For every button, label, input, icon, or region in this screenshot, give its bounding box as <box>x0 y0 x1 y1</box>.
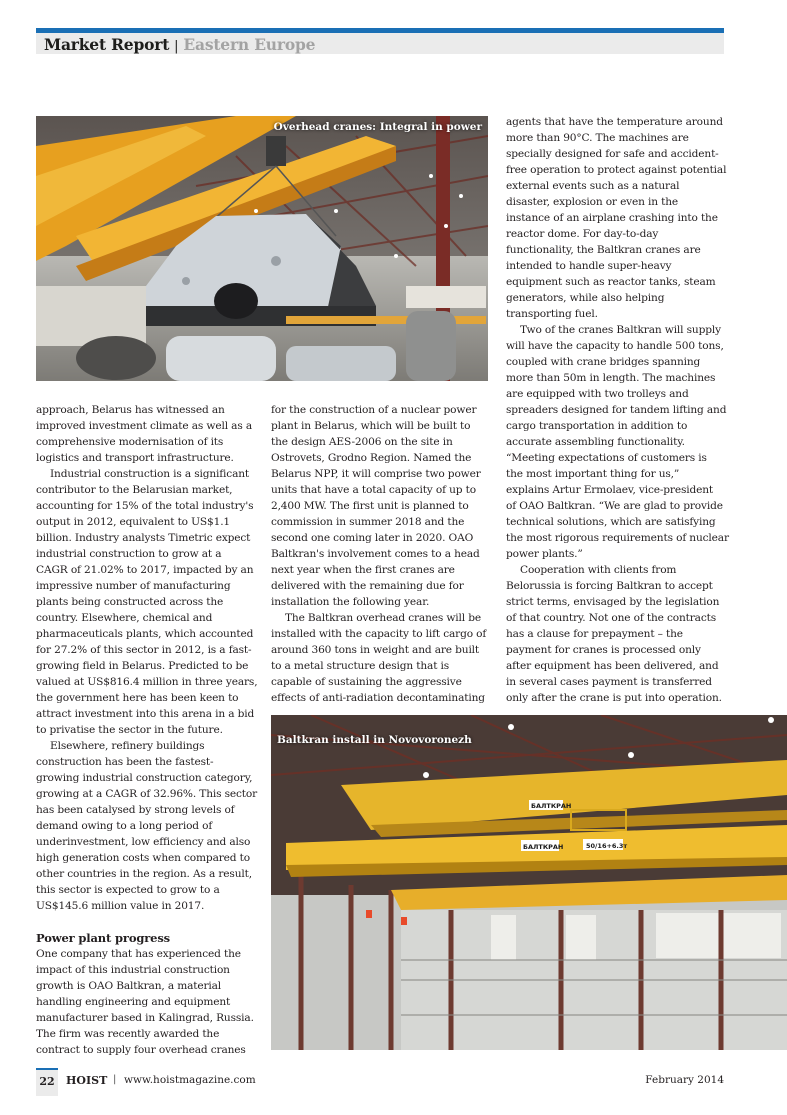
text-line: generators, while also helping <box>506 292 665 304</box>
paragraph <box>36 738 258 914</box>
text-line: power plants.” <box>506 548 583 560</box>
text-line: handling engineering and equipment <box>36 996 231 1008</box>
text-line: One company that has experienced the <box>36 948 241 960</box>
text-line: coupled with crane bridges spanning <box>506 356 701 368</box>
text-line: accurate assembling functionality. <box>506 436 685 448</box>
text-line: valued at US$816.4 million in three years, <box>36 676 258 688</box>
text-line: the government here has been keen to <box>36 692 239 704</box>
text-line: around 360 tons in weight and are built <box>271 644 480 656</box>
text-line: Ostrovets, Grodno Region. Named the <box>271 452 472 464</box>
text-line: construction has been the fastest- <box>36 756 214 768</box>
text-line: units that have a total capacity of up to <box>271 484 476 496</box>
crane-sign-text: БАЛТКРАН <box>523 843 564 851</box>
paragraph <box>271 402 493 610</box>
text-line: effects of anti-radiation decontaminating <box>271 692 485 704</box>
text-line: contributor to the Belarusian market, <box>36 484 233 496</box>
text-line: installation the following year. <box>271 596 430 608</box>
text-line: this sector is expected to grow to a <box>36 884 220 896</box>
text-line: improved investment climate as well as a <box>36 420 252 432</box>
text-line: output in 2012, equivalent to US$1.1 <box>36 516 231 528</box>
text-line: Two of the cranes Baltkran will supply <box>520 324 721 336</box>
text-line: manufacturer based in Kalingrad, Russia. <box>36 1012 254 1024</box>
subheading: Power plant progress <box>36 931 170 945</box>
text-line: transporting fuel. <box>506 308 598 320</box>
text-line: the design AES-2006 on the site in <box>271 436 453 448</box>
text-line: Baltkran's involvement comes to a head <box>271 548 480 560</box>
text-line: to a metal structure design that is <box>271 660 450 672</box>
paragraph <box>506 114 728 322</box>
text-line: Elsewhere, refinery buildings <box>50 740 205 752</box>
text-line: strict terms, envisaged by the legislation <box>506 596 720 608</box>
text-line: of OAO Baltkran. “We are glad to provide <box>506 500 723 512</box>
text-line: functionality, the Baltkran cranes are <box>506 244 701 256</box>
text-line: payment for cranes is processed only <box>506 644 701 656</box>
text-line: to privatise the sector in the future. <box>36 724 223 736</box>
paragraph <box>36 402 258 466</box>
text-line: explains Artur Ermolaev, vice-president <box>506 484 714 496</box>
text-line: has been catalysed by strong levels of <box>36 804 235 816</box>
header-separator: | <box>174 39 179 54</box>
text-line: specially designed for safe and accident- <box>506 148 719 160</box>
text-line: the most important thing for us,” <box>506 468 680 480</box>
section-header <box>36 28 724 54</box>
text-line: only after the crane is put into operation. <box>506 692 722 704</box>
text-line: growing at a CAGR of 32.96%. This sector <box>36 788 258 800</box>
text-line: Belarus NPP, it will comprise two power <box>271 468 481 480</box>
text-line: contract to supply four overhead cranes <box>36 1044 246 1056</box>
text-line: plants being constructed across the <box>36 596 224 608</box>
text-line: reactor dome. For day-to-day <box>506 228 659 240</box>
page-number: 22 <box>36 1068 58 1096</box>
text-line: impressive number of manufacturing <box>36 580 231 592</box>
text-line: underinvestment, low efficiency and also <box>36 836 251 848</box>
text-line: intended to handle super-heavy <box>506 260 672 272</box>
text-line: instance of an airplane crashing into the <box>506 212 718 224</box>
text-line: equipment such as reactor tanks, steam <box>506 276 716 288</box>
issue-date: February 2014 <box>645 1074 724 1086</box>
magazine-brand: HOIST <box>66 1074 108 1087</box>
text-line: delivered with the remaining due for <box>271 580 464 592</box>
text-line: country. Elsewhere, chemical and <box>36 612 213 624</box>
text-line: will have the capacity to handle 500 tons, <box>506 340 724 352</box>
crane-capacity-sign: 50/16+6.3т <box>586 842 628 850</box>
text-line: more than 50m in length. The machines <box>506 372 716 384</box>
text-line: growing field in Belarus. Predicted to be <box>36 660 249 672</box>
paragraph <box>36 946 258 1058</box>
text-line: Cooperation with clients from <box>520 564 677 576</box>
text-line: US$145.6 million value in 2017. <box>36 900 205 912</box>
text-line: external events such as a natural <box>506 180 680 192</box>
crane-sign-text: БАЛТКРАН <box>531 802 572 810</box>
text-line: billion. Industry analysts Timetric expect <box>36 532 251 544</box>
text-line: industrial construction to grow at a <box>36 548 222 560</box>
photo-caption: Overhead cranes: Integral in power <box>273 121 482 133</box>
text-line: plant in Belarus, which will be built to <box>271 420 471 432</box>
text-line: of that country. Not one of the contracts <box>506 612 717 624</box>
text-line: The firm was recently awarded the <box>36 1028 220 1040</box>
text-line: for 27.2% of this sector in 2012, is a fast- <box>36 644 252 656</box>
photo-overhead-crane <box>36 116 488 381</box>
text-line: growth is OAO Baltkran, a material <box>36 980 222 992</box>
text-line: capable of sustaining the aggressive <box>271 676 462 688</box>
text-line: comprehensive modernisation of its <box>36 436 224 448</box>
text-line: the most rigorous requirements of nuclear <box>506 532 729 544</box>
text-line: attract investment into this arena in a bid <box>36 708 255 720</box>
text-line: Belorussia is forcing Baltkran to accept <box>506 580 713 592</box>
text-line: after equipment has been delivered, and <box>506 660 719 672</box>
text-line: free operation to protect against potential <box>506 164 727 176</box>
text-line: The Baltkran overhead cranes will be <box>285 612 481 624</box>
paragraph <box>506 562 728 706</box>
footer-separator: | <box>113 1074 117 1085</box>
paragraph <box>506 322 728 562</box>
text-line: approach, Belarus has witnessed an <box>36 404 225 416</box>
text-line: more than 90°C. The machines are <box>506 132 689 144</box>
text-line: CAGR of 21.02% to 2017, impacted by an <box>36 564 254 576</box>
page-footer <box>36 1068 724 1096</box>
text-line: technical solutions, which are satisfying <box>506 516 716 528</box>
text-line: other countries in the region. As a result, <box>36 868 252 880</box>
magazine-url[interactable]: www.hoistmagazine.com <box>124 1074 256 1086</box>
photo-baltkran-install <box>271 715 787 1050</box>
text-line: next year when the first cranes are <box>271 564 455 576</box>
article-column-right <box>506 114 728 706</box>
text-line: cargo transportation in addition to <box>506 420 688 432</box>
section-name: Market Report <box>44 35 170 54</box>
text-line: spreaders designed for tandem lifting and <box>506 404 727 416</box>
text-line: in several cases payment is transferred <box>506 676 712 688</box>
paragraph <box>36 466 258 738</box>
text-line: high generation costs when compared to <box>36 852 250 864</box>
text-line: has a clause for prepayment – the <box>506 628 683 640</box>
photo-baltkran-install-illustration <box>271 715 787 1050</box>
text-line: 2,400 MW. The first unit is planned to <box>271 500 469 512</box>
text-line: accounting for 15% of the total industry's <box>36 500 254 512</box>
paragraph <box>271 610 493 706</box>
article-column-middle <box>271 402 493 706</box>
text-line: commission in summer 2018 and the <box>271 516 465 528</box>
text-line: disaster, explosion or even in the <box>506 196 679 208</box>
text-line: demand owing to a long period of <box>36 820 213 832</box>
text-line: Industrial construction is a significant <box>50 468 250 480</box>
section-title <box>44 35 315 54</box>
text-line: impact of this industrial construction <box>36 964 230 976</box>
text-line: “Meeting expectations of customers is <box>506 452 707 464</box>
text-line: pharmaceuticals plants, which accounted <box>36 628 254 640</box>
photo-overhead-crane-illustration <box>36 116 488 381</box>
text-line: for the construction of a nuclear power <box>271 404 477 416</box>
text-line: growing industrial construction category, <box>36 772 253 784</box>
text-line: second one coming later in 2020. OAO <box>271 532 474 544</box>
subsection-name: Eastern Europe <box>183 35 316 54</box>
text-line: installed with the capacity to lift cargo of <box>271 628 487 640</box>
text-line: agents that have the temperature around <box>506 116 723 128</box>
text-line: are equipped with two trolleys and <box>506 388 689 400</box>
text-line: logistics and transport infrastructure. <box>36 452 234 464</box>
article-column-left <box>36 402 258 1058</box>
photo-caption: Baltkran install in Novovoronezh <box>277 734 472 746</box>
